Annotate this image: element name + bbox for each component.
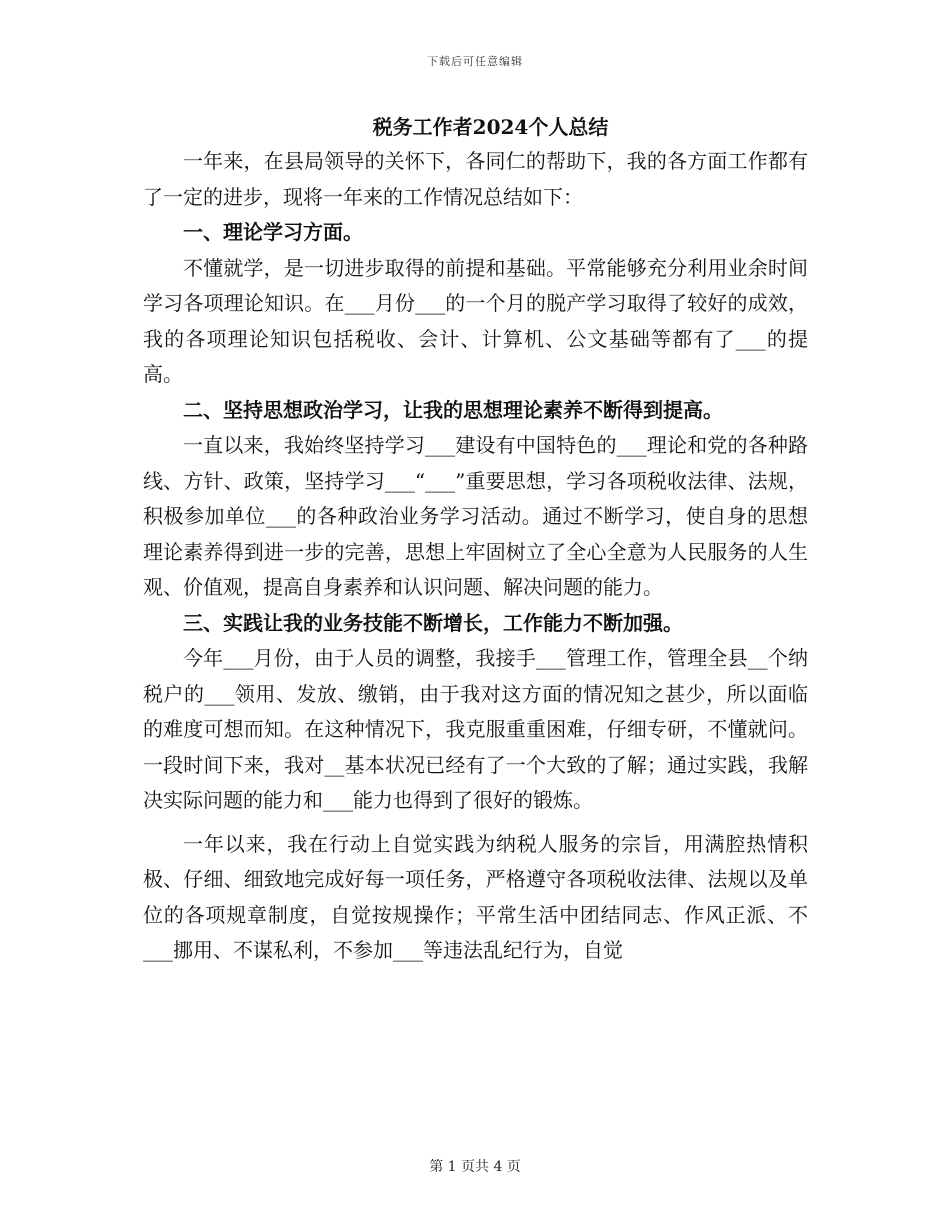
section-1-heading: 一、理论学习方面。	[183, 220, 363, 244]
section-1-paragraph: 不懂就学，是一切进步取得的前提和基础。平常能够充分利用业余时间学习各项理论知识。在___月份___的一个月的脱产学习取得了较好的成效，我的各项理论知识包括税收、会计、计算机、公文基础等都有了___的提高。	[143, 255, 808, 386]
section-2-heading: 二、坚持思想政治学习，让我的思想理论素养不断得到提高。	[183, 397, 723, 422]
intro-paragraph: 一年来，在县局领导的关怀下，各同仁的帮助下，我的各方面工作都有了一定的进步，现将一年来的工作情况总结如下：	[143, 149, 808, 209]
closing-paragraph: 一年以来，我在行动上自觉实践为纳税人服务的宗旨，用满腔热情积极、仔细、细致地完成好每一项任务，严格遵守各项税收法律、法规以及单位的各项规章制度，自觉按规操作；平常生活中团结同志、作风正派、不___挪用、不谋私利，不参加___等违法乱纪行为，自觉	[143, 831, 808, 962]
paragraph-spacer	[143, 819, 808, 827]
section-3-heading: 三、实践让我的业务技能不断增长，工作能力不断加强。	[183, 610, 683, 635]
document-title: 税务工作者2024个人总结	[372, 115, 609, 139]
page-number-footer: 第 1 页共 4 页	[429, 1159, 521, 1175]
page-header: 下载后可任意编辑	[427, 55, 523, 68]
section-2-paragraph: 一直以来，我始终坚持学习___建设有中国特色的___理论和党的各种路线、方针、政策，坚持学习___“___”重要思想，学习各项税收法律、法规，积极参加单位___的各种政治业务学习活动。通过不断学习，使自身的思想理论素养得到进一步的完善，思想上牢固树立了全心全意为人民服务的人生观、价值观，提高自身素养和认识问题、解决问题的能力。	[143, 433, 808, 599]
document-body	[143, 112, 808, 969]
section-3-paragraph: 今年___月份，由于人员的调整，我接手___管理工作，管理全县__个纳税户的___领用、发放、缴销，由于我对这方面的情况知之甚少，所以面临的难度可想而知。在这种情况下，我克服重重困难，仔细专研，不懂就问。一段时间下来，我对__基本状况已经有了一个大致的了解；通过实践，我解决实际问题的能力和___能力也得到了很好的锻炼。	[143, 646, 808, 812]
